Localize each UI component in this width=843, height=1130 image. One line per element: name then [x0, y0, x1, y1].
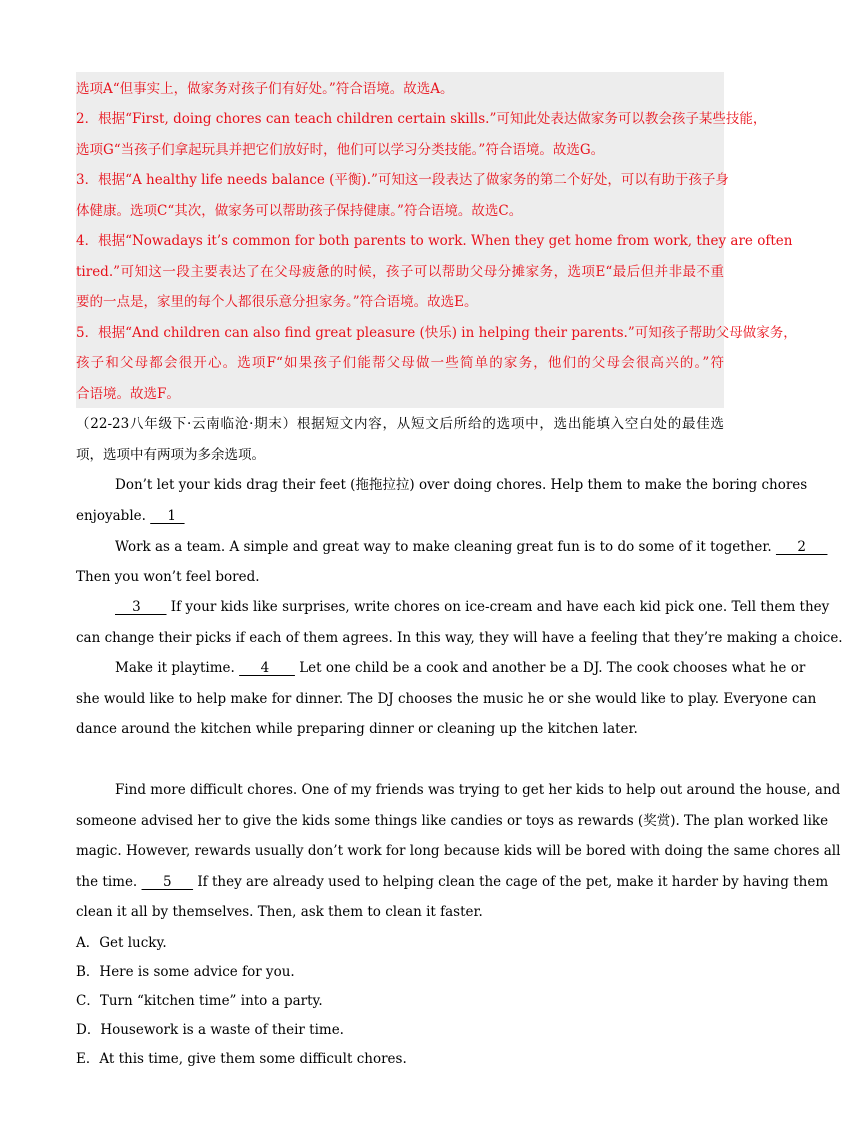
explanation-line: 孩子和父母都会很开心。选项F“如果孩子们能帮父母做一些简单的家务，他们的父母会很高兴的。”符 — [76, 355, 724, 371]
explanation-line: 4．根据“Nowadays it’s common for both parents to work. When they get home from work, they are often — [76, 233, 793, 249]
passage-line: clean it all by themselves. Then, ask them to clean it faster. — [76, 904, 483, 920]
passage-text: Let one child be a cook and another be a DJ. The cook chooses what he or — [294, 660, 806, 676]
explanation-line: 2．根据“First, doing chores can teach children certain skills.”可知此处表达做家务可以教会孩子某些技能， — [76, 111, 767, 127]
passage-line — [115, 597, 830, 617]
option-c: C．Turn “kitchen time” into a party. — [76, 993, 323, 1009]
blank-4: 4 — [239, 660, 295, 676]
passage-text: Work as a team. A simple and great way to make cleaning great fun is to do some of it together. — [115, 539, 776, 555]
passage-line — [76, 872, 829, 892]
explanation-line: 选项A“但事实上，做家务对孩子们有好处。”符合语境。故选A。 — [76, 81, 454, 97]
explanation-line: tired.”可知这一段主要表达了在父母疲惫的时候，孩子可以帮助父母分摊家务，选项E“最后但并非最不重 — [76, 264, 724, 280]
option-d: D．Housework is a waste of their time. — [76, 1022, 344, 1038]
option-a: A．Get lucky. — [76, 935, 167, 951]
passage-line — [115, 658, 806, 678]
passage-line: she would like to help make for dinner. The DJ chooses the music he or she would like to play. Everyone can — [76, 691, 817, 707]
passage-line — [115, 537, 828, 557]
question-instructions: （22-23八年级下·云南临沧·期末）根据短文内容，从短文后所给的选项中，选出能填入空白处的最佳选 — [76, 416, 724, 432]
blank-5: 5 — [141, 874, 194, 890]
passage-text: If they are already used to helping clean the cage of the pet, make it harder by having them — [193, 874, 829, 890]
passage-line: Find more difficult chores. One of my friends was trying to get her kids to help out around the house, and — [115, 782, 841, 798]
passage-line: dance around the kitchen while preparing dinner or cleaning up the kitchen later. — [76, 721, 638, 737]
passage-line: magic. However, rewards usually don’t work for long because kids will be bored with doing the same chores all — [76, 843, 841, 859]
explanation-line: 5．根据“And children can also find great pleasure (快乐) in helping their parents.”可知孩子帮助父母做家务， — [76, 325, 797, 341]
passage-line: can change their picks if each of them agrees. In this way, they will have a feeling that they’re making a choice. — [76, 630, 843, 646]
blank-1: 1 — [150, 508, 185, 524]
passage-text: Make it playtime. — [115, 660, 240, 676]
option-e: E．At this time, give them some difficult chores. — [76, 1051, 407, 1067]
explanation-line: 3．根据“A healthy life needs balance (平衡).”可知这一段表达了做家务的第二个好处，可以有助于孩子身 — [76, 172, 729, 188]
explanation-line: 要的一点是，家里的每个人都很乐意分担家务。”符合语境。故选E。 — [76, 294, 478, 310]
passage-line: Then you won’t feel bored. — [76, 569, 260, 585]
passage-line — [76, 506, 724, 526]
explanation-line: 体健康。选项C“其次，做家务可以帮助孩子保持健康。”符合语境。故选C。 — [76, 203, 523, 219]
passage-line: Don’t let your kids drag their feet (拖拖拉拉) over doing chores. Help them to make the boring chores — [115, 477, 808, 493]
question-instructions: 项，选项中有两项为多余选项。 — [76, 447, 265, 463]
passage-text: enjoyable. — [76, 508, 151, 524]
passage-line: someone advised her to give the kids some things like candies or toys as rewards (奖赏). The plan worked like — [76, 813, 829, 829]
explanation-line: 合语境。故选F。 — [76, 386, 180, 402]
passage-text: the time. — [76, 874, 142, 890]
passage-text: If your kids like surprises, write chores on ice-cream and have each kid pick one. Tell them they — [166, 599, 830, 615]
explanation-line: 选项G“当孩子们拿起玩具并把它们放好时，他们可以学习分类技能。”符合语境。故选G。 — [76, 142, 605, 158]
blank-3: 3 — [115, 599, 167, 615]
blank-2: 2 — [775, 539, 828, 555]
option-b: B．Here is some advice for you. — [76, 964, 295, 980]
